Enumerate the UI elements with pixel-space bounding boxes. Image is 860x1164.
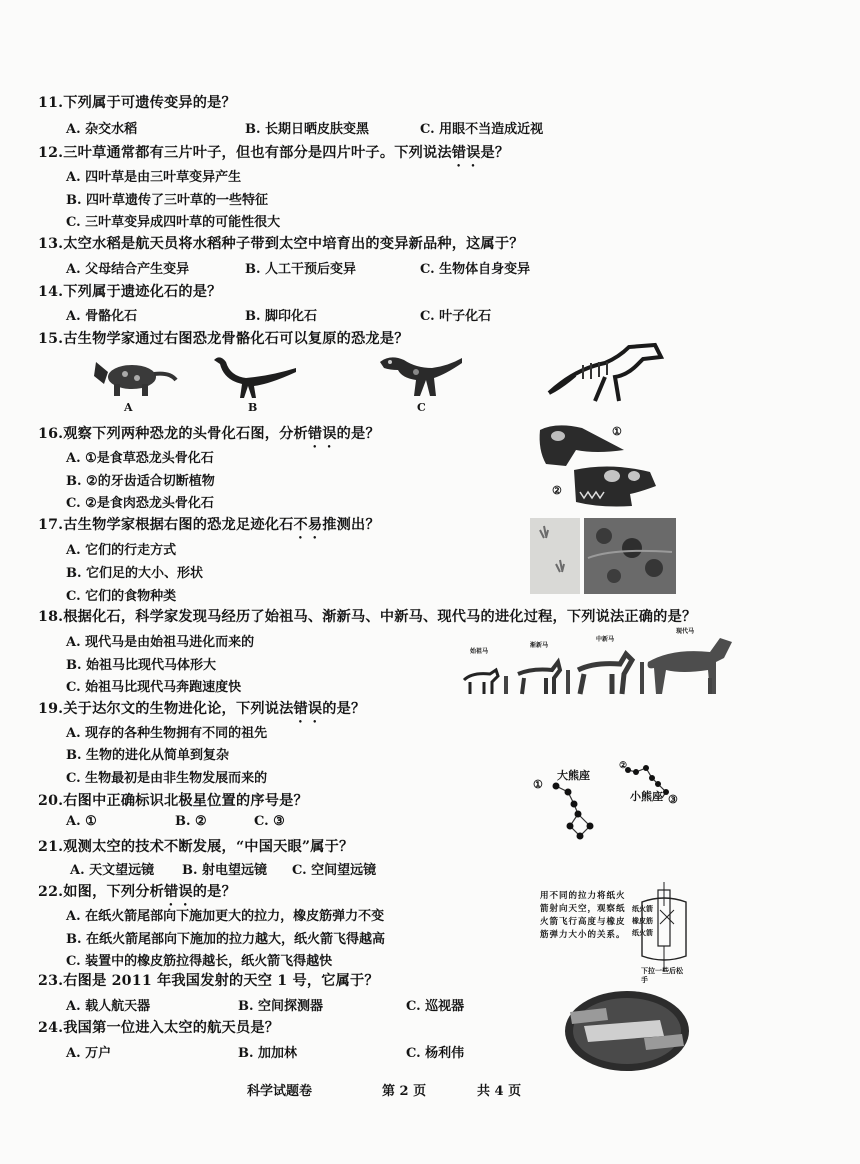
option-22c: C. 装置中的橡皮筋拉得越长，纸火箭飞得越快: [66, 954, 333, 969]
ornithomimus-image: [210, 350, 300, 400]
option-20c: C. ③: [254, 814, 285, 829]
star-label-2: ②: [619, 761, 628, 771]
option-17c: C. 它们的食物种类: [66, 589, 177, 604]
rocket-tag-2: 橡皮筋: [632, 916, 653, 925]
option-19c: C. 生物最初是由非生物发展而来的: [66, 771, 268, 786]
skull-label-2: ②: [552, 484, 562, 497]
horse-label-3: 中新马: [596, 636, 615, 643]
footprint-photo-1: [530, 518, 580, 594]
option-19a: A. 现存的各种生物拥有不同的祖先: [66, 726, 268, 741]
big-dipper-label: 大熊座: [557, 769, 590, 782]
option-20b: B. ②: [175, 814, 207, 829]
option-11b: B. 长期日晒皮肤变黑: [245, 122, 370, 137]
option-22b: B. 在纸火箭尾部向下施加的拉力越大，纸火箭飞得越高: [66, 932, 386, 947]
option-13c: C. 生物体自身变异: [420, 262, 531, 277]
horse-label-4: 现代马: [676, 628, 695, 635]
option-23c: C. 巡视器: [406, 999, 465, 1014]
triceratops-image: [90, 350, 180, 400]
star-label-1: ①: [533, 778, 543, 791]
option-18c: C. 始祖马比现代马奔跑速度快: [66, 680, 242, 695]
option-20a: A. ①: [66, 814, 97, 829]
question-13: 13.太空水稻是航天员将水稻种子带到太空中培育出的变异新品种，这属于？: [38, 236, 524, 252]
option-11c: C. 用眼不当造成近视: [420, 122, 544, 137]
dinosaur-skeleton-image: [545, 335, 665, 405]
option-21a: A. 天文望远镜: [70, 863, 155, 878]
option-13a: A. 父母结合产生变异: [66, 262, 190, 277]
horse-label-1: 始祖马: [470, 648, 489, 655]
footer-total: 共 4 页: [477, 1084, 522, 1099]
option-23a: A. 载人航天器: [66, 999, 151, 1014]
option-17b: B. 它们足的大小、形状: [66, 566, 204, 581]
option-23b: B. 空间探测器: [238, 999, 324, 1014]
option-16b: B. ②的牙齿适合切断植物: [66, 474, 215, 489]
question-24: 24.我国第一位进入太空的航天员是？: [38, 1020, 280, 1036]
rocket-bottom-note: 下拉一些后松手: [641, 966, 683, 984]
option-15a-label: A: [124, 401, 133, 414]
option-12a: A. 四叶草是由三叶草变异产生: [66, 170, 242, 185]
skull-label-1: ①: [612, 425, 622, 438]
option-21b: B. 射电望远镜: [182, 863, 268, 878]
rocket-tag-3: 纸火箭: [632, 928, 653, 937]
question-16: 16.观察下列两种恐龙的头骨化石图，分析错误的是？: [38, 426, 380, 442]
option-22a: A. 在纸火箭尾部向下施加更大的拉力，橡皮筋弹力不变: [66, 909, 385, 924]
horse-evolution-image: [462, 630, 742, 696]
question-18: 18.根据化石，科学家发现马经历了始祖马、渐新马、中新马、现代马的进化过程，下列说法正确的是？: [38, 609, 697, 625]
footprint-photo-2: [584, 518, 676, 594]
question-20: 20.右图中正确标识北极星位置的序号是？: [38, 793, 308, 809]
option-12b: B. 四叶草遗传了三叶草的一些特征: [66, 193, 269, 208]
option-12c: C. 三叶草变异成四叶草的可能性很大: [66, 215, 281, 230]
option-17a: A. 它们的行走方式: [66, 543, 177, 558]
option-13b: B. 人工干预后变异: [245, 262, 357, 277]
rocket-tag-1: 纸火箭: [632, 904, 653, 913]
option-18b: B. 始祖马比现代马体形大: [66, 658, 217, 673]
footer-page: 第 2 页: [382, 1084, 427, 1099]
option-16a: A. ①是食草恐龙头骨化石: [66, 451, 214, 466]
rocket-description: 用不同的拉力将纸火箭射向天空，观察纸火箭飞行高度与橡皮筋弹力大小的关系。: [540, 891, 626, 940]
horse-label-2: 渐新马: [530, 642, 549, 649]
little-dipper-label: 小熊座: [630, 790, 663, 803]
option-15c-label: C: [417, 401, 426, 414]
option-24b: B. 加加林: [238, 1046, 298, 1061]
option-14c: C. 叶子化石: [420, 309, 492, 324]
option-16c: C. ②是食肉恐龙头骨化石: [66, 496, 214, 511]
option-15b-label: B: [248, 401, 258, 414]
carnivore-skull-image: [570, 462, 660, 510]
question-14: 14.下列属于遗迹化石的是？: [38, 284, 222, 300]
option-24c: C. 杨利伟: [406, 1046, 465, 1061]
option-11a: A. 杂交水稻: [66, 122, 138, 137]
question-15: 15.古生物学家通过右图恐龙骨骼化石可以复原的恐龙是？: [38, 331, 409, 347]
question-17: 17.古生物学家根据右图的恐龙足迹化石不易推测出？: [38, 517, 380, 533]
question-12: 12.三叶草通常都有三片叶子，但也有部分是四片叶子。下列说法错误是？: [38, 145, 510, 161]
question-23: 23.右图是 2011 年我国发射的天空 1 号，它属于？: [38, 973, 379, 989]
question-19: 19.关于达尔文的生物进化论，下列说法错误的是？: [38, 701, 366, 717]
question-11: 11.下列属于可遗传变异的是？: [38, 95, 236, 111]
option-21c: C. 空间望远镜: [292, 863, 377, 878]
tiangong-1-image: [564, 990, 690, 1072]
option-19b: B. 生物的进化从简单到复杂: [66, 748, 230, 763]
option-14a: A. 骨骼化石: [66, 309, 138, 324]
option-24a: A. 万户: [66, 1046, 112, 1061]
option-18a: A. 现代马是由始祖马进化而来的: [66, 635, 255, 650]
option-14b: B. 脚印化石: [245, 309, 318, 324]
question-21: 21.观测太空的技术不断发展，“中国天眼”属于？: [38, 839, 354, 855]
trex-image: [376, 350, 466, 400]
footer-title: 科学试题卷: [247, 1084, 313, 1099]
question-22: 22.如图，下列分析错误的是？: [38, 884, 236, 900]
star-label-3: ③: [668, 793, 678, 806]
